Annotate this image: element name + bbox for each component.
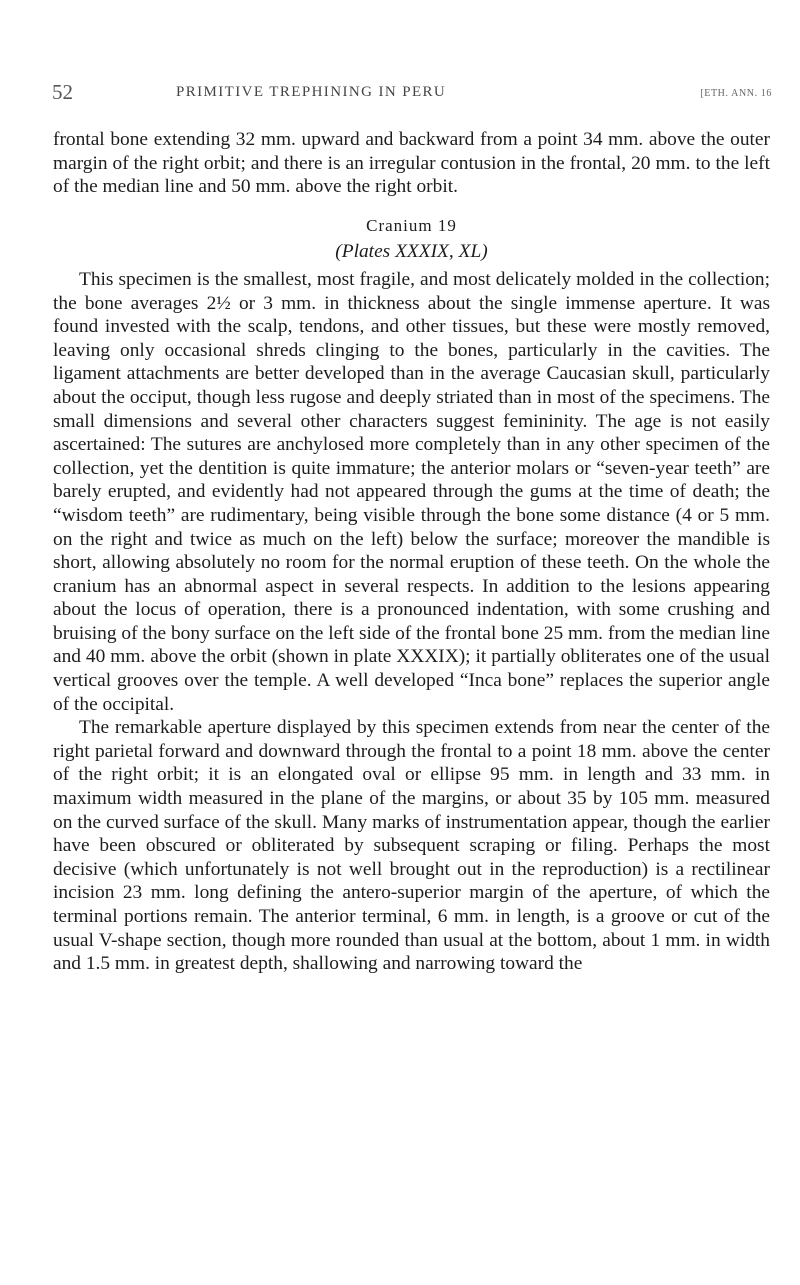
section-heading: Cranium 19 (366, 215, 457, 235)
series-reference: [ETH. ANN. 16 (700, 88, 772, 99)
intro-paragraph: frontal bone extending 32 mm. upward and backward from a point 34 mm. above the outer margin of the right orbit; and there is an irregular contusion in the frontal, 20 mm. to the left of the median line and 50 mm. above the right orbit. (53, 129, 770, 198)
page-number: 52 (52, 80, 73, 104)
section-subheading: (Plates XXXIX, XL) (335, 241, 488, 263)
running-head (52, 80, 772, 104)
page-body (53, 128, 770, 976)
running-title: PRIMITIVE TREPHINING IN PERU (176, 84, 447, 100)
body-paragraph: The remarkable aperture displayed by this specimen extends from near the center of the right parietal forward and downward through the frontal to a point 18 mm. above the center of the right orbit; it is an elongated oval or ellipse 95 mm. in length and 33 mm. in maximum width measured in the plane of the margins, or about 35 by 105 mm. measured on the curved surface of the skull. Many marks of instrumentation appear, though the earlier have been obscured or obliterated by subsequent scraping or filing. Perhaps the most decisive (which unfortunately is not well brought out in the reproduction) is a rectilinear incision 23 mm. long defining the antero-superior margin of the aperture, of which the terminal portions remain. The anterior terminal, 6 mm. in length, is a groove or cut of the usual V-shape section, though more rounded than usual at the bottom, about 1 mm. in width and 1.5 mm. in greatest depth, shallowing and narrowing toward the (53, 717, 770, 975)
body-paragraph: This specimen is the smallest, most fragile, and most delicately molded in the collection; the bone averages 2½ or 3 mm. in thickness about the single immense aperture. It was found invested with the scalp, tendons, and other tissues, but these were mostly removed, leaving only occasional shreds clinging to the bones, particularly in the cavities. The ligament attachments are better developed than in the average Caucasian skull, particularly about the occiput, though less rugose and deeply striated than in most of the specimens. The small dimensions and several other characters suggest femininity. The age is not easily ascertained: The sutures are anchylosed more completely than in any other specimen of the collection, yet the dentition is quite immature; the anterior molars or “seven-year teeth” are barely erupted, and evidently had not appeared through the gums at the time of death; the “wisdom teeth” are rudimentary, being visible through the bone some distance (4 or 5 mm. on the right and twice as much on the left) below the surface; moreover the mandible is short, allowing absolutely no room for the normal eruption of these teeth. On the whole the cranium has an abnormal aspect in several respects. In addition to the lesions appearing about the locus of operation, there is a pronounced indentation, with some crushing and bruising of the bony surface on the left side of the frontal bone 25 mm. from the median line and 40 mm. above the orbit (shown in plate XXXIX); it partially obliterates one of the usual vertical grooves over the temple. A well developed “Inca bone” replaces the superior angle of the occipital. (53, 268, 770, 715)
